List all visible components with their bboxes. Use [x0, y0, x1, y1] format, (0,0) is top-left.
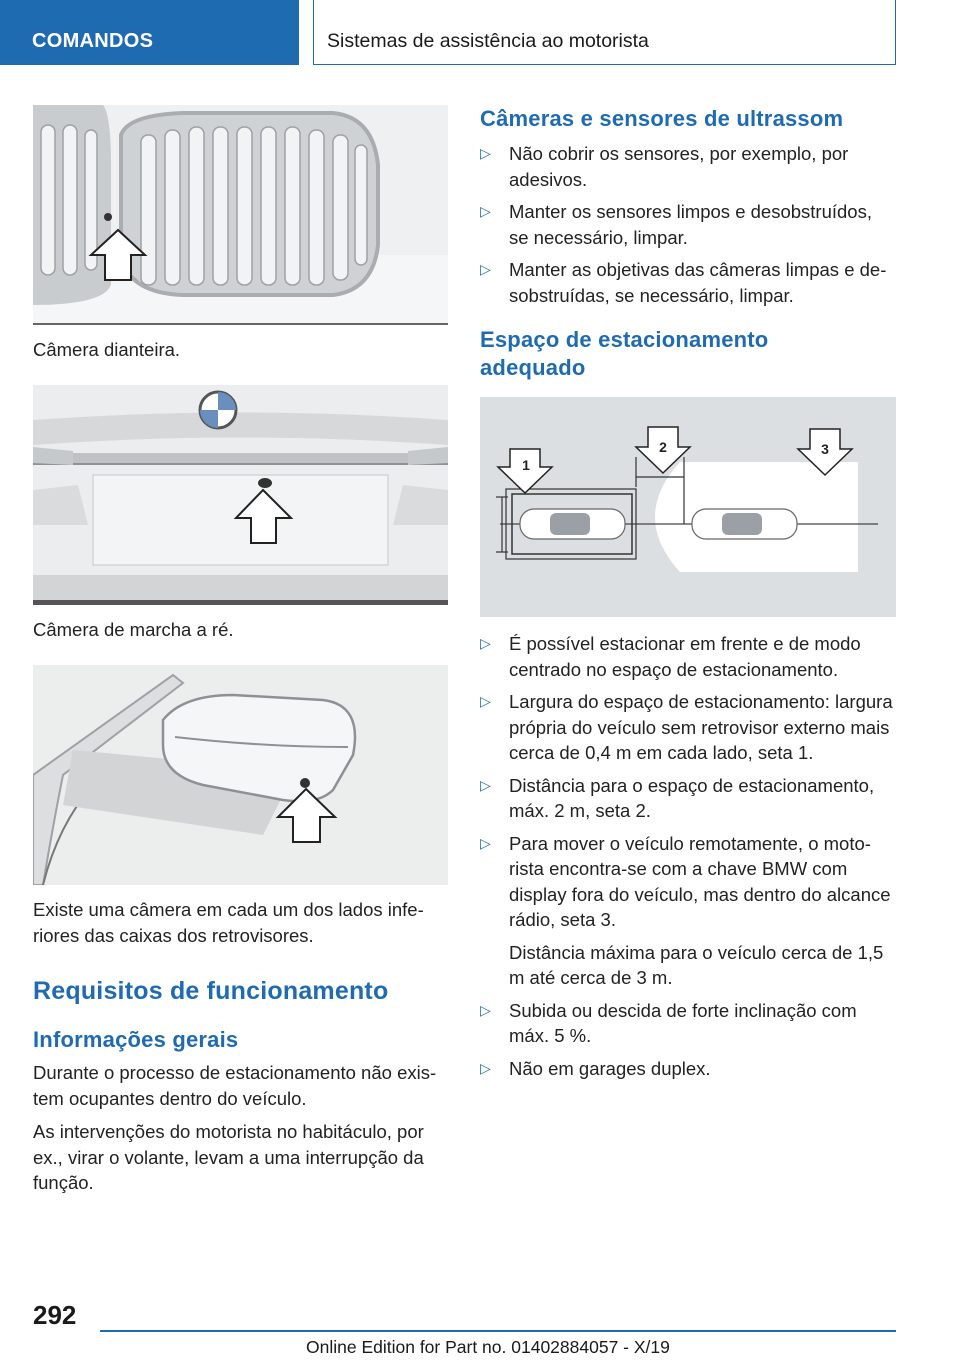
list-item: ▷ Não em garages duplex. — [480, 1056, 896, 1082]
parking-space-diagram — [480, 397, 896, 617]
figure-caption: Existe uma câmera em cada um dos lados inferiores das caixas dos retrovisores. — [33, 899, 424, 946]
page-number: 292 — [33, 1300, 77, 1330]
bullet-arrow-icon: ▷ — [480, 145, 491, 161]
section-title: COMANDOS — [32, 30, 154, 52]
heading-general-info: Informações gerais — [33, 1027, 239, 1052]
list-item: ▷ Manter as objetivas das câmeras limpas e desobstruídas, se necessário, limpar. — [480, 259, 887, 306]
paragraph: Durante o processo de estacionamento não existem ocupantes dentro do veículo. — [33, 1062, 437, 1109]
bullet-arrow-icon: ▷ — [480, 776, 491, 793]
section-tab — [0, 0, 299, 65]
parked-car-icon — [520, 509, 625, 539]
sensor-bullet-list — [480, 141, 896, 308]
distance-note: Distância máxima para o veículo cerca de 1,5 m até cerca de 3 m. — [509, 941, 884, 988]
parking-bullet-list — [480, 631, 896, 933]
moving-car-icon — [692, 509, 797, 539]
list-item: ▷ Manter os sensores limpos e desobstruídos, se necessário, limpar. — [480, 201, 872, 248]
footer-divider — [100, 1330, 896, 1332]
heading-parking-space: Espaço de estacionamento adequado — [480, 327, 769, 380]
front-camera-image — [33, 105, 448, 325]
chapter-title: Sistemas de assistência ao motorista — [327, 30, 649, 52]
arrow-label-1: 1 — [522, 457, 530, 473]
bullet-arrow-icon: ▷ — [480, 261, 491, 277]
figure-caption: Câmera de marcha a ré. — [33, 619, 234, 640]
heading-cameras-sensors: Câmeras e sensores de ultrassom — [480, 106, 844, 131]
arrow-label-2: 2 — [659, 439, 667, 455]
edition-info: Online Edition for Part no. 01402884057 - X/19 — [306, 1337, 670, 1357]
left-column — [33, 105, 448, 1196]
right-column — [480, 105, 896, 1088]
arrow-label-3: 3 — [821, 441, 829, 457]
bullet-arrow-icon: ▷ — [480, 635, 491, 651]
mirror-camera-image — [33, 665, 448, 885]
bullet-arrow-icon: ▷ — [480, 834, 491, 851]
paragraph: As intervenções do motorista no habitáculo, por ex., virar o volante, levam a uma interrupção da função. — [33, 1121, 424, 1193]
bullet-arrow-icon: ▷ — [480, 203, 491, 219]
list-item: ▷ Largura do espaço de estacionamento: largura própria do veículo sem retrovisor externo mais cerca de 0,4 m em cada lado, seta 1. — [480, 691, 893, 763]
list-item: ▷ Distância para o espaço de estacionamento, máx. 2 m, seta 2. — [480, 774, 875, 821]
list-item: ▷ Para mover o veículo remotamente, o motorista encontra-se com a chave BMW com display fora do veículo, mas dentro do alcance rádio, seta 3. — [480, 832, 891, 930]
bullet-arrow-icon: ▷ — [480, 693, 491, 709]
heading-requirements: Requisitos de funcionamento — [33, 977, 389, 1005]
list-item: ▷ Subida ou descida de forte inclinação com máx. 5 %. — [480, 999, 857, 1046]
parking-bullet-list-cont — [480, 998, 896, 1082]
list-item: ▷ Não cobrir os sensores, por exemplo, por adesivos. — [480, 143, 849, 190]
chapter-header — [313, 0, 896, 65]
bullet-arrow-icon: ▷ — [480, 1001, 491, 1018]
figure-caption: Câmera dianteira. — [33, 339, 181, 360]
bullet-arrow-icon: ▷ — [480, 1059, 491, 1076]
list-item: ▷ É possível estacionar em frente e de modo centrado no espaço de estacionamento. — [480, 633, 861, 680]
rear-camera-image — [33, 385, 448, 605]
